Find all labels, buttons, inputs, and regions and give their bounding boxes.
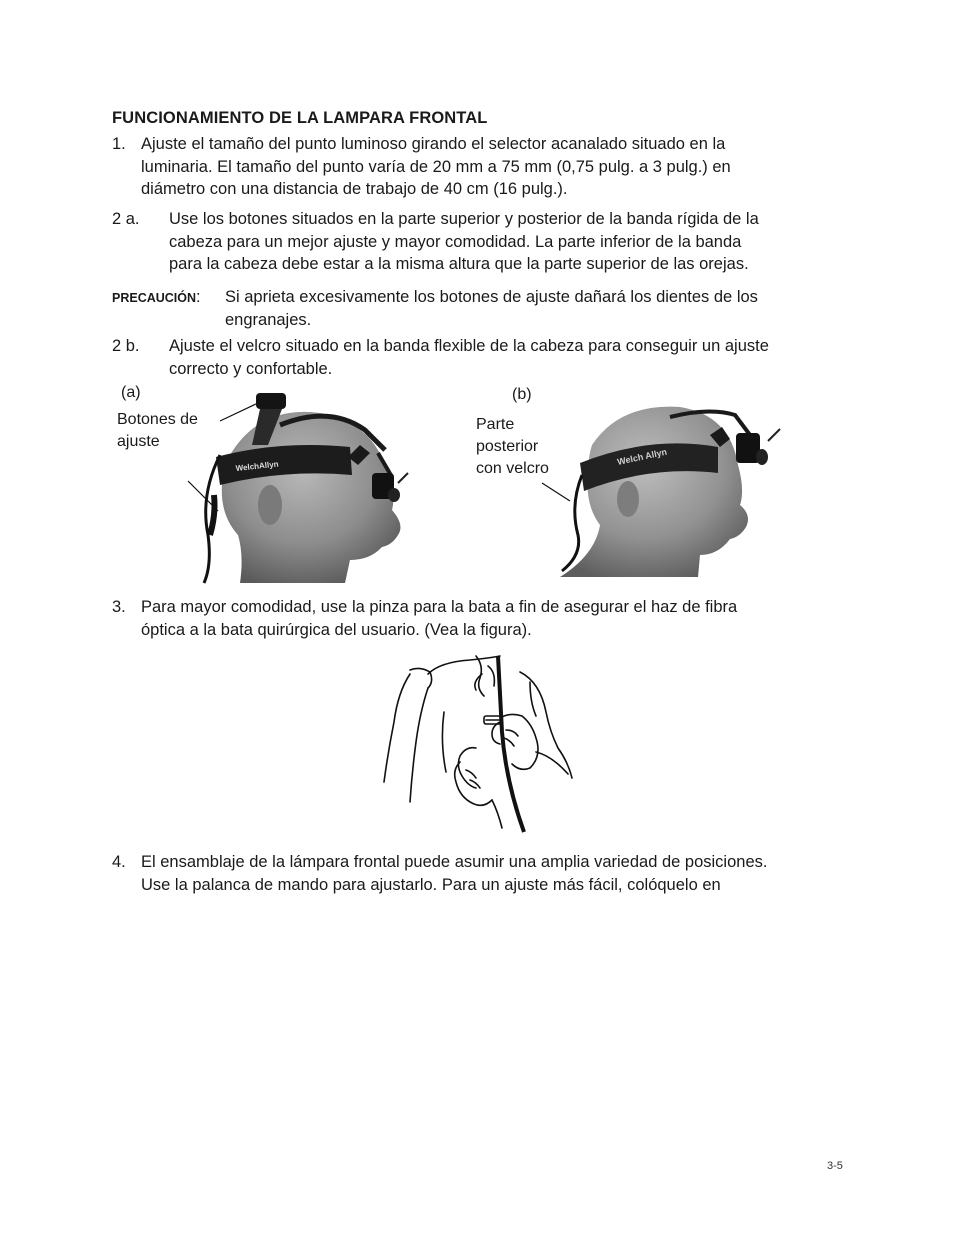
step-text-line: El ensamblaje de la lámpara frontal puede asumir una amplia variedad de posiciones. bbox=[141, 853, 768, 871]
step-text-line: Ajuste el velcro situado en la banda flexible de la cabeza para conseguir un ajuste bbox=[169, 337, 769, 355]
step-text-line: para la cabeza debe estar a la misma altura que la parte superior de las orejas. bbox=[169, 255, 749, 273]
caution-label: PRECAUCIÓN bbox=[112, 291, 197, 305]
step-text-line: cabeza para un mejor ajuste y mayor comodidad. La parte inferior de la banda bbox=[169, 232, 742, 251]
step-text-line: Ajuste el tamaño del punto luminoso girando el selector acanalado situado en la bbox=[141, 135, 726, 153]
caption-line: con velcro bbox=[476, 460, 549, 477]
page-number: 3-5 bbox=[827, 1160, 843, 1172]
step-text-line: luminaria. El tamaño del punto varía de 20 mm a 75 mm (0,75 pulg. a 3 pulg.) en bbox=[141, 157, 731, 176]
band-brand-text: WelchAllyn bbox=[235, 459, 279, 473]
figure-b-tag: (b) bbox=[512, 386, 532, 403]
step-text-line: Use la palanca de mando para ajustarlo. Para un ajuste más fácil, colóquelo en bbox=[141, 875, 721, 894]
headlamp-photo-b bbox=[540, 395, 800, 585]
step-number: 4. bbox=[112, 853, 126, 871]
step-number: 1. bbox=[112, 135, 126, 153]
step-text-line: óptica a la bata quirúrgica del usuario. (Vea la figura). bbox=[141, 620, 532, 639]
headlamp-photo-a bbox=[160, 385, 420, 585]
caution-text-line: Si aprieta excesivamente los botones de ajuste dañará los dientes de los bbox=[225, 288, 758, 306]
gown-clip-illustration bbox=[380, 652, 580, 834]
step-text-line: correcto y confortable. bbox=[169, 359, 333, 378]
figure-b-caption bbox=[476, 414, 549, 480]
caption-line: posterior bbox=[476, 438, 539, 455]
step-text-line: Para mayor comodidad, use la pinza para la bata a fin de asegurar el haz de fibra bbox=[141, 598, 738, 616]
band-brand-text: Welch Allyn bbox=[616, 446, 668, 467]
step-number: 3. bbox=[112, 598, 126, 616]
caption-line: ajuste bbox=[117, 433, 160, 450]
step-number: 2 b. bbox=[112, 337, 140, 355]
section-heading: FUNCIONAMIENTO DE LA LAMPARA FRONTAL bbox=[112, 109, 488, 127]
step-text-line: Use los botones situados en la parte superior y posterior de la banda rígida de la bbox=[169, 210, 759, 228]
step-number: 2 a. bbox=[112, 210, 140, 228]
caption-line: Botones de bbox=[117, 411, 198, 428]
figure-a-tag: (a) bbox=[121, 384, 141, 401]
caution-separator: : bbox=[196, 288, 201, 306]
caption-line: Parte bbox=[476, 416, 515, 433]
step-text-line: diámetro con una distancia de trabajo de 40 cm (16 pulg.). bbox=[141, 180, 568, 198]
caution-text-line: engranajes. bbox=[225, 310, 312, 329]
